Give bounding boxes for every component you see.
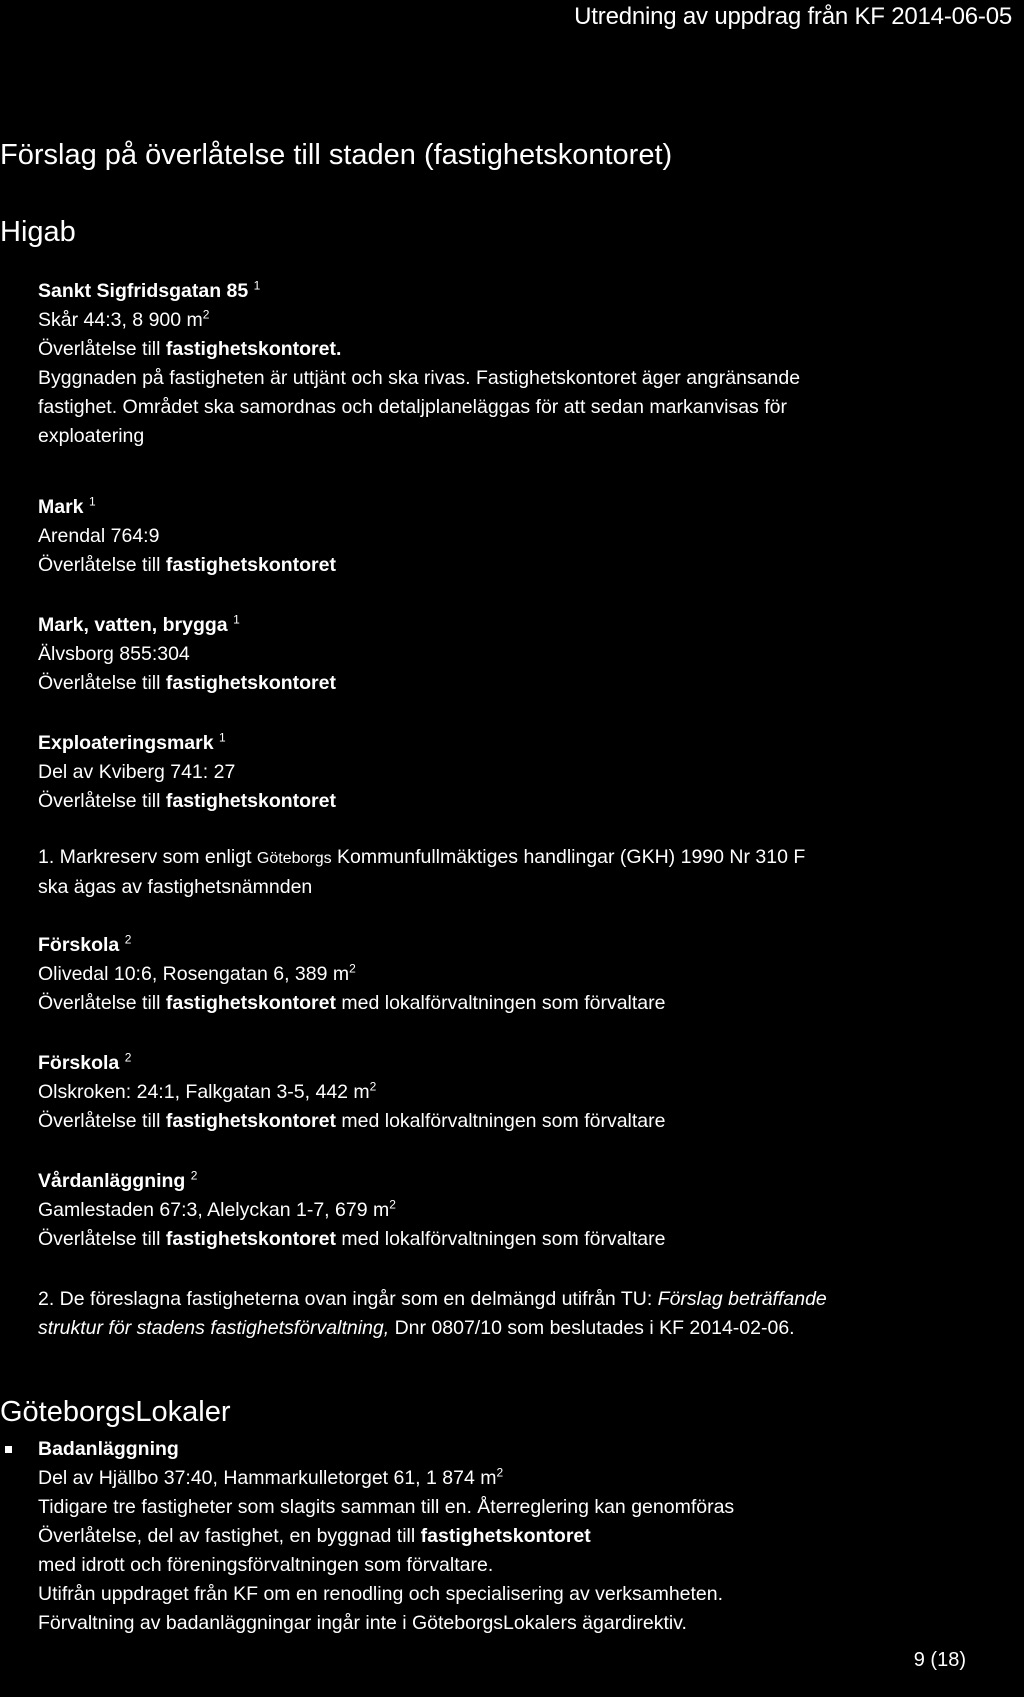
property-line: Skår 44:3, 8 900 m: [38, 309, 203, 331]
transfer-line: Överlåtelse till: [38, 554, 166, 576]
document-title: Förslag på överlåtelse till staden (fastighetskontoret): [0, 139, 673, 171]
transfer-line: Överlåtelse till: [38, 672, 166, 694]
page-header: Utredning av uppdrag från KF 2014-06-05: [574, 3, 1012, 30]
property-line: Olivedal 10:6, Rosengatan 6, 389 m: [38, 963, 350, 985]
recipient: fastighetskontoret.: [165, 338, 342, 360]
footnote-text: Dnr 0807/10 som beslutades i KF 2014-02-06.: [389, 1317, 795, 1339]
footnote-ref: 1: [219, 730, 226, 745]
description-line: med idrott och föreningsförvaltningen som förvaltare.: [38, 1554, 494, 1576]
bullet-icon: [5, 1446, 12, 1453]
description-line: exploatering: [38, 425, 145, 447]
entry-exploateringsmark: [38, 729, 998, 816]
description-line: Tidigare tre fastigheter som slagits samman till en. Återreglering kan genomföras: [38, 1496, 735, 1518]
property-line: Olskroken: 24:1, Falkgatan 3-5, 442 m: [38, 1081, 370, 1103]
footnote-ref: 1: [253, 278, 261, 293]
entry-title: Sankt Sigfridsgatan 85: [38, 280, 249, 302]
footnote-text: 1. Markreserv som enligt: [38, 846, 257, 868]
entry-title: Badanläggning: [38, 1438, 179, 1460]
property-line: Älvsborg 855:304: [38, 643, 190, 665]
entry-sankt-sigfridsgatan: [38, 277, 998, 451]
entry-vardanlaggning: [38, 1167, 998, 1254]
transfer-suffix: med lokalförvaltningen som förvaltare: [335, 992, 666, 1014]
entry-mark-vatten-brygga: [38, 611, 998, 698]
recipient: fastighetskontoret: [165, 1110, 336, 1132]
footnote-text: ska ägas av fastighetsnämnden: [38, 876, 313, 898]
footnote-text: 2. De föreslagna fastigheterna ovan ingår som en delmängd utifrån TU:: [38, 1288, 658, 1310]
transfer-suffix: med lokalförvaltningen som förvaltare: [335, 1110, 666, 1132]
footnote-2: [38, 1285, 998, 1343]
superscript: 2: [349, 961, 356, 976]
recipient: fastighetskontoret: [165, 790, 336, 812]
superscript: 2: [369, 1079, 377, 1094]
entry-title: Exploateringsmark: [38, 732, 214, 754]
description-line: Utifrån uppdraget från KF om en renodling och specialisering av verksamheten.: [38, 1583, 724, 1605]
recipient: fastighetskontoret: [420, 1525, 591, 1547]
transfer-line: Överlåtelse till: [38, 992, 166, 1014]
property-line: Gamlestaden 67:3, Alelyckan 1-7, 679 m: [38, 1199, 390, 1221]
property-line: Del av Kviberg 741: 27: [38, 761, 236, 783]
superscript: 2: [496, 1465, 504, 1480]
entry-title: Förskola: [38, 1052, 120, 1074]
description-line: Byggnaden på fastigheten är uttjänt och ska rivas. Fastighetskontoret äger angränsande: [38, 367, 801, 389]
transfer-line: Överlåtelse till: [38, 1228, 166, 1250]
description-line: Förvaltning av badanläggningar ingår inte i GöteborgsLokalers ägardirektiv.: [38, 1612, 687, 1634]
property-line: Arendal 764:9: [38, 525, 160, 547]
entry-title: Mark, vatten, brygga: [38, 614, 228, 636]
section-heading-goteborgslokaler: GöteborgsLokaler: [0, 1396, 231, 1428]
superscript: 2: [389, 1197, 396, 1212]
entry-forskola-olivedal: [38, 931, 998, 1018]
footnote-text: Kommunfullmäktiges handlingar (GKH) 1990 Nr 310 F: [331, 846, 806, 868]
description-line: fastighet. Området ska samordnas och detaljplaneläggas för att sedan markanvisas för: [38, 396, 787, 418]
footnote-ref: 2: [124, 932, 132, 947]
footnote-1: [38, 843, 998, 902]
entry-mark: [38, 493, 998, 580]
entry-title: Mark: [38, 496, 84, 518]
page-number: 9 (18): [913, 1649, 966, 1671]
footnote-ref: 1: [233, 612, 240, 627]
entry-title: Vårdanläggning: [38, 1170, 186, 1192]
document-reference: Förslag beträffande: [657, 1288, 827, 1310]
footnote-ref: 2: [124, 1050, 132, 1065]
footnote-ref: 1: [88, 494, 96, 509]
recipient: fastighetskontoret: [165, 672, 336, 694]
footnote-small-text: Göteborgs: [256, 850, 332, 867]
transfer-line: Överlåtelse till: [38, 338, 166, 360]
transfer-suffix: med lokalförvaltningen som förvaltare: [335, 1228, 666, 1250]
superscript: 2: [202, 307, 210, 322]
transfer-line: Överlåtelse till: [38, 790, 166, 812]
transfer-line: Överlåtelse till: [38, 1110, 166, 1132]
section-heading-higab: Higab: [0, 216, 76, 248]
transfer-line: Överlåtelse, del av fastighet, en byggnad till: [38, 1525, 421, 1547]
footnote-ref: 2: [190, 1168, 198, 1183]
entry-forskola-olskroken: [38, 1049, 998, 1136]
entry-badanlaggning: [38, 1435, 998, 1638]
document-reference: struktur för stadens fastighetsförvaltning,: [38, 1317, 390, 1339]
entry-title: Förskola: [38, 934, 120, 956]
recipient: fastighetskontoret: [165, 992, 336, 1014]
recipient: fastighetskontoret: [165, 554, 336, 576]
property-line: Del av Hjällbo 37:40, Hammarkulletorget 61, 1 874 m: [38, 1467, 497, 1489]
recipient: fastighetskontoret: [165, 1228, 336, 1250]
